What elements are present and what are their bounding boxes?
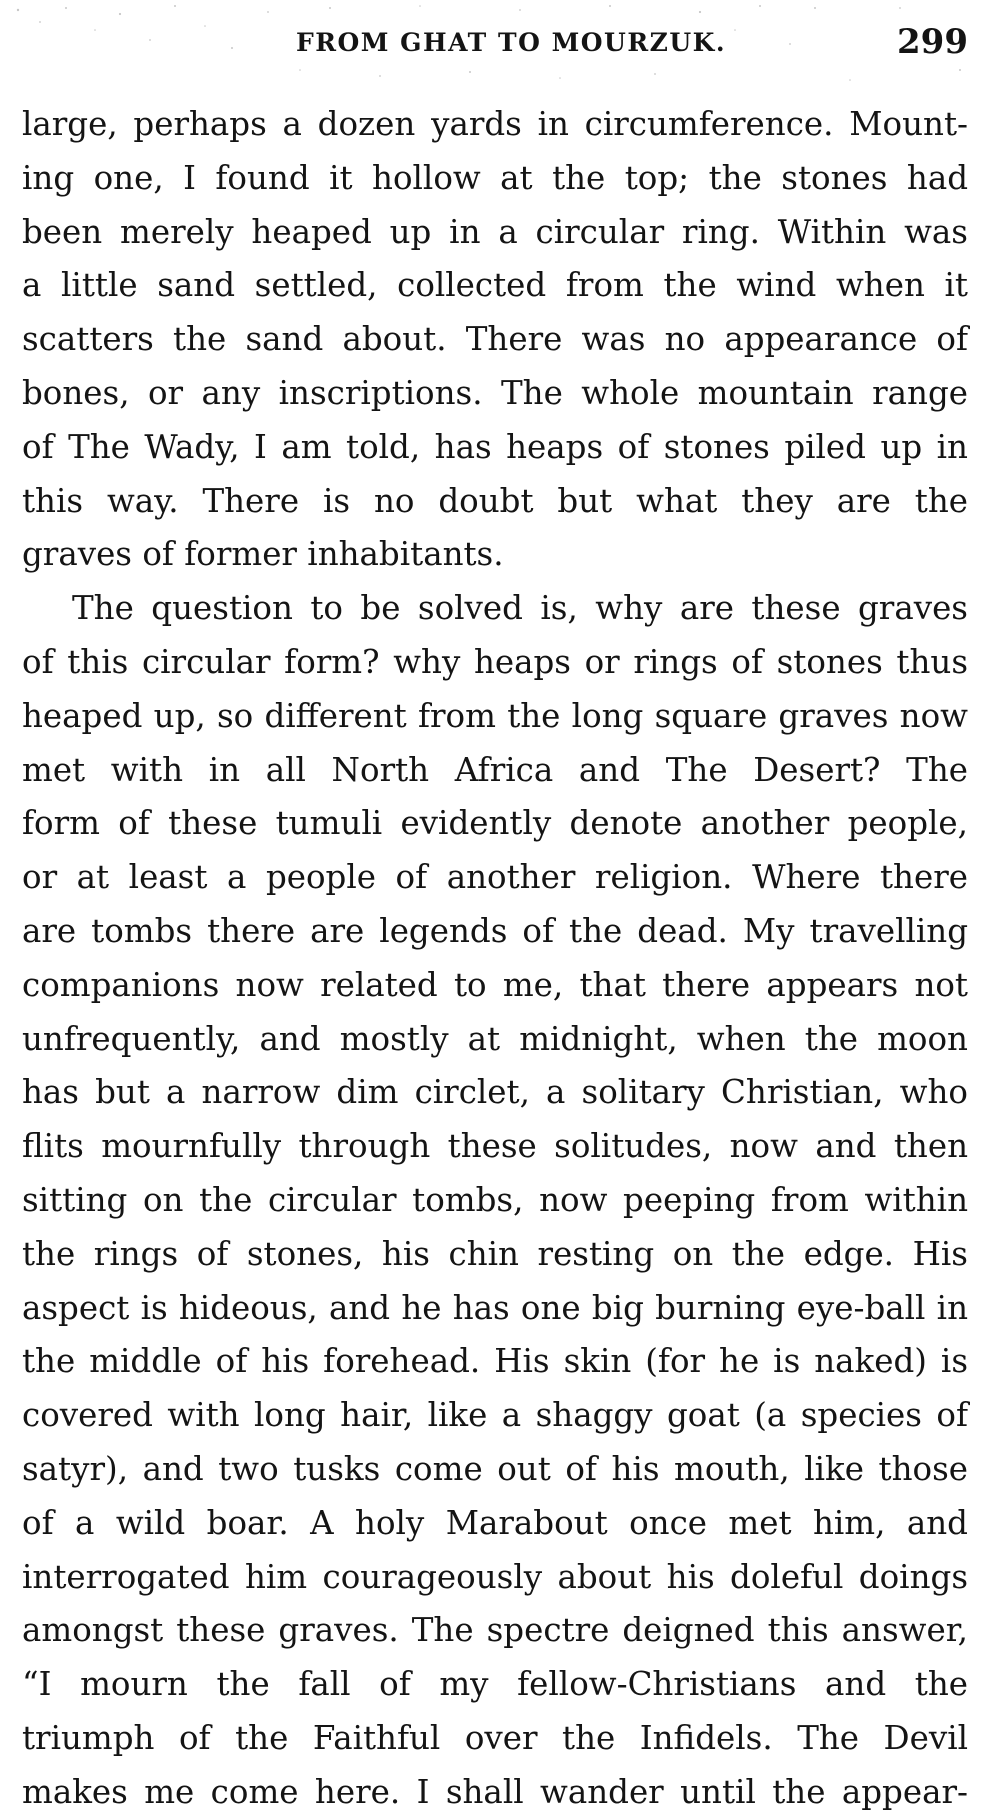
text-line: of this circular form? why heaps or rings of stones thus [22,642,968,681]
text-line: amongst these graves. The spectre deigned this answer, [22,1611,968,1650]
text-line: aspect is hideous, and he has one big burning eye-ball in [22,1288,968,1327]
text-line: satyr), and two tusks come out of his mouth, like those [22,1449,968,1488]
text-line: covered with long hair, like a shaggy goat (a species of [22,1396,968,1435]
running-head: FROM GHAT TO MOURZUK. [296,28,727,57]
text-line: graves of former inhabitants. [22,535,504,574]
text-line: of a wild boar. A holy Marabout once met him, and [22,1503,968,1542]
text-line: a little sand settled, collected from the wind when it [22,266,968,305]
text-line: the middle of his forehead. His skin (for he is naked) is [22,1342,968,1381]
text-line: or at least a people of another religion. Where there [22,858,968,897]
text-line: companions now related to me, that there appears not [22,965,968,1004]
text-line: are tombs there are legends of the dead. My travelling [22,911,968,950]
text-line: scatters the sand about. There was no appearance of [22,320,968,359]
text-line: of The Wady, I am told, has heaps of stones piled up in [22,427,968,466]
text-line: interrogated him courageously about his doleful doings [22,1557,968,1596]
text-line: large, perhaps a dozen yards in circumference. Mount- [22,105,968,143]
text-line: unfrequently, and mostly at midnight, when the moon [22,1019,968,1058]
text-line: bones, or any inscriptions. The whole mountain range [22,373,968,412]
text-line: flits mournfully through these solitudes, now and then [22,1127,968,1166]
paragraph-2 [22,582,968,1819]
text-line: sitting on the circular tombs, now peeping from within [22,1180,968,1219]
text-line: been merely heaped up in a circular ring. Within was [22,212,968,251]
text-line: heaped up, so different from the long square graves now [22,696,968,735]
text-line: the rings of stones, his chin resting on the edge. His [22,1234,968,1273]
page-number: 299 [897,22,968,62]
text-line: met with in all North Africa and The Desert? The [22,750,968,789]
text-line: form of these tumuli evidently denote another people, [22,804,968,843]
text-line: The question to be solved is, why are these graves [72,589,968,628]
text-line: ing one, I found it hollow at the top; the stones had [22,158,968,197]
paragraph-1 [22,98,968,582]
body-text [22,98,968,1820]
text-line: “I mourn the fall of my fellow-Christians and the [22,1665,968,1704]
text-line: has but a narrow dim circlet, a solitary Christian, who [22,1073,968,1112]
text-line: triumph of the Faithful over the Infidels. The Devil [22,1718,968,1757]
text-line: this way. There is no doubt but what they are the [22,481,968,520]
text-line: makes me come here. I shall wander until the appear- [22,1772,968,1811]
